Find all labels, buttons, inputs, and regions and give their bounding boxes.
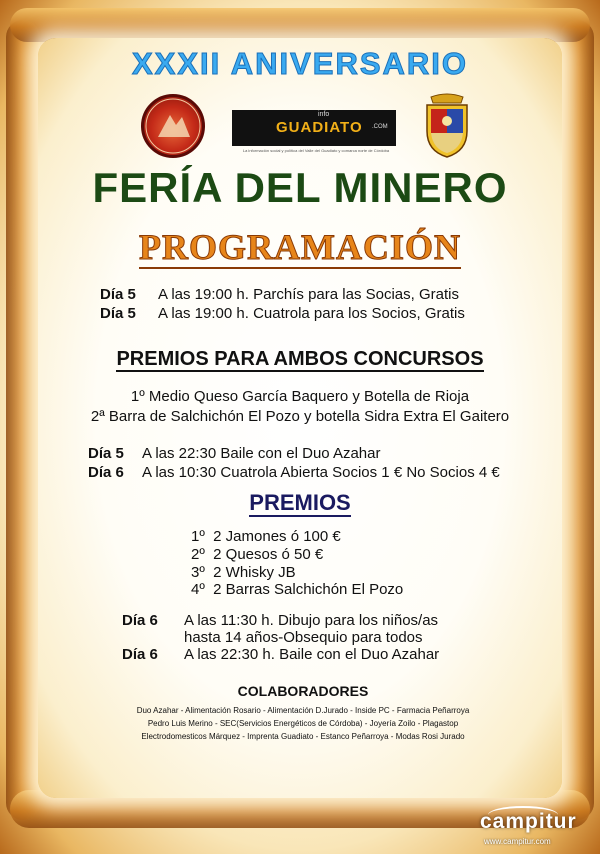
prize-item: 3º 2 Whisky JB xyxy=(191,564,296,581)
neighbors-association-logo xyxy=(141,94,205,158)
schedule-text: A las 19:00 h. Parchís para las Socias, Gratis xyxy=(158,286,459,303)
schedule-row xyxy=(100,286,459,303)
schedule-row xyxy=(122,612,438,629)
schedule-day: Día 5 xyxy=(88,445,124,462)
logo-info-text: info xyxy=(318,111,330,118)
prize-line: 1º Medio Queso García Baquero y Botella de Rioja xyxy=(130,388,470,405)
sponsors-line: Pedro Luis Merino - SEC(Servicios Energéticos de Córdoba) - Joyería Zoilo - Plagastop xyxy=(147,719,459,728)
prize-item: 2º 2 Quesos ó 50 € xyxy=(191,546,324,563)
prizes-heading-text: PREMIOS xyxy=(249,490,351,515)
watermark-url: www.campitur.com xyxy=(484,837,551,846)
schedule-day: Día 6 xyxy=(122,646,158,663)
campitur-watermark xyxy=(474,804,592,844)
logo-main-text: GUADIATO xyxy=(276,119,363,136)
aniversario-heading: XXXII ANIVERSARIO xyxy=(131,46,469,81)
infoguadiato-logo xyxy=(232,110,396,146)
prize-item: 1º 2 Jamones ó 100 € xyxy=(191,528,341,545)
prize-item: 4º 2 Barras Salchichón El Pozo xyxy=(191,581,404,598)
prize-line: 2ª Barra de Salchichón El Pozo y botella Sidra Extra El Gaitero xyxy=(90,408,510,425)
sponsors-line: Electrodomesticos Márquez - Imprenta Guadiato - Estanco Peñarroya - Modas Rosi Jurado xyxy=(141,732,465,741)
schedule-row xyxy=(88,445,381,462)
schedule-row xyxy=(88,464,500,481)
prizes-heading xyxy=(0,490,600,516)
scroll-roll-top xyxy=(10,8,590,42)
schedule-text: A las 22:30 h. Baile con el Duo Azahar xyxy=(184,646,440,663)
schedule-day: Día 5 xyxy=(100,286,136,303)
schedule-row xyxy=(122,646,439,663)
program-heading xyxy=(0,226,600,268)
sponsors-heading: COLABORADORES xyxy=(237,683,369,699)
schedule-text: A las 10:30 Cuatrola Abierta Socios 1 € No Socios 4 € xyxy=(142,464,500,481)
schedule-day: Día 6 xyxy=(122,612,158,629)
prizes-both-heading xyxy=(0,348,600,371)
mountain-emblem-icon xyxy=(144,97,202,155)
schedule-row xyxy=(100,305,465,322)
program-heading-text: PROGRAMACIÓN xyxy=(139,227,461,267)
schedule-text: A las 19:00 h. Cuatrola para los Socios, Gratis xyxy=(158,305,465,322)
event-title: FERÍA DEL MINERO xyxy=(92,164,508,211)
schedule-text-continued: hasta 14 años-Obsequio para todos xyxy=(184,629,423,646)
schedule-day: Día 5 xyxy=(100,305,136,322)
logo-suffix-text: .COM xyxy=(372,124,388,130)
logo-tagline: La información social y política del Valle del Guadiato y comarca norte de Córdoba xyxy=(242,148,390,153)
prizes-both-heading-text: PREMIOS PARA AMBOS CONCURSOS xyxy=(116,348,484,370)
schedule-text: A las 11:30 h. Dibujo para los niños/as xyxy=(184,612,439,629)
watermark-name: campitur xyxy=(480,810,577,833)
schedule-text: A las 22:30 Baile con el Duo Azahar xyxy=(142,445,381,462)
coat-of-arms-icon xyxy=(421,93,473,159)
schedule-day: Día 6 xyxy=(88,464,124,481)
sponsors-line: Duo Azahar - Alimentación Rosario - Alimentación D.Jurado - Inside PC - Farmacia Peñarroya xyxy=(136,706,470,715)
